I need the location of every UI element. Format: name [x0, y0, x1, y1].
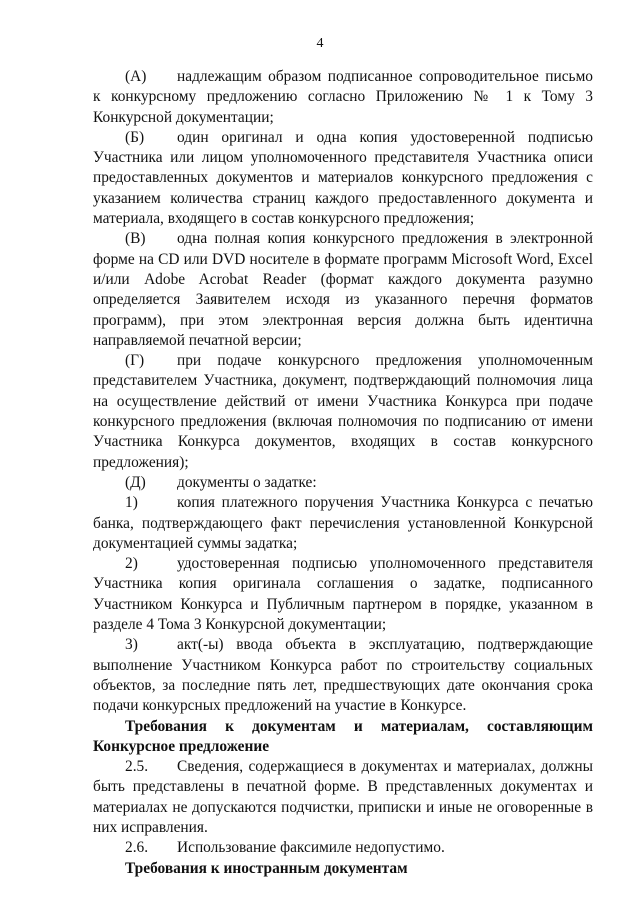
list-item	[93, 229, 593, 351]
clause-text: Сведения, содержащиеся в документах и материалах, должны быть представлены в печатной форме. В представленных документах и материалах не допускаются подчистки, приписки и иные не оговоренные в них исправления.	[93, 758, 593, 836]
clause	[93, 757, 593, 838]
list-item	[93, 351, 593, 473]
list-item	[93, 128, 593, 229]
clause-number: 2.6.	[125, 839, 149, 857]
list-item	[93, 67, 593, 128]
item-text: надлежащим образом подписанное сопроводительное письмо к конкурсному предложению согласно Приложению № 1 к Тому 3 Конкурсной документации;	[93, 68, 593, 126]
item-marker: (Б)	[125, 128, 145, 146]
section-heading: Требования к документам и материалам, составляющим Конкурсное предложение	[93, 717, 593, 755]
list-item	[93, 554, 593, 635]
clause-text: Использование факсимиле недопустимо.	[177, 839, 445, 857]
clause	[93, 838, 593, 858]
list-item	[93, 493, 593, 554]
item-text: один оригинал и одна копия удостоверенной подписью Участника или лицом уполномоченного представителя Участника описи предоставленных документов и материалов конкурсного предложения с указанием количества страниц каждого предоставленного документа и материала, входящего в состав конкурсного предложения;	[93, 128, 593, 228]
item-text: одна полная копия конкурсного предложения в электронной форме на CD или DVD носителе в формате программ Microsoft Word, Excel и/или Adobe Acrobat Reader (формат каждого документа разумно определяется Заявителем исходя из указанного перечня форматов программ), при этом электронная версия должна быть идентична направляемой печатной версии;	[93, 230, 593, 349]
item-marker: (В)	[125, 230, 146, 248]
item-text: копия платежного поручения Участника Конкурса с печатью банка, подтверждающего факт перечисления установленной Конкурсной документацией суммы задатка;	[93, 494, 593, 552]
final-heading: Требования к иностранным документам	[125, 859, 408, 877]
item-text: при подаче конкурсного предложения уполномоченным представителем Участника, документ, подтверждающий полномочия лица на осуществление действий от имени Участника Конкурса при подаче конкурсного предложения (включая полномочия по подписанию от имени Участника Конкурса документов, входящих в состав конкурсного предложения);	[93, 352, 593, 471]
item-marker: 2)	[125, 555, 138, 573]
list-item	[93, 635, 593, 716]
item-text: акт(-ы) ввода объекта в эксплуатацию, подтверждающие выполнение Участником Конкурса работ по строительству социальных объектов, за последние пять лет, предшествующих дате окончания срока подачи конкурсных предложений на участие в Конкурсе.	[93, 636, 593, 715]
item-text: документы о задатке:	[177, 473, 317, 491]
item-marker: 3)	[125, 636, 138, 654]
document-body	[93, 67, 593, 879]
page-number: 4	[316, 36, 324, 51]
item-marker: (А)	[125, 68, 147, 85]
clause-number: 2.5.	[125, 758, 149, 776]
item-text: удостоверенная подписью уполномоченного представителя Участника копия оригинала соглашения о задатке, подписанного Участником Конкурса и Публичным партнером в порядке, указанном в разделе 4 Тома 3 Конкурсной документации;	[93, 555, 593, 634]
item-marker: (Г)	[125, 352, 145, 370]
item-marker: (Д)	[125, 473, 146, 491]
list-item	[93, 473, 593, 493]
item-marker: 1)	[125, 494, 138, 512]
